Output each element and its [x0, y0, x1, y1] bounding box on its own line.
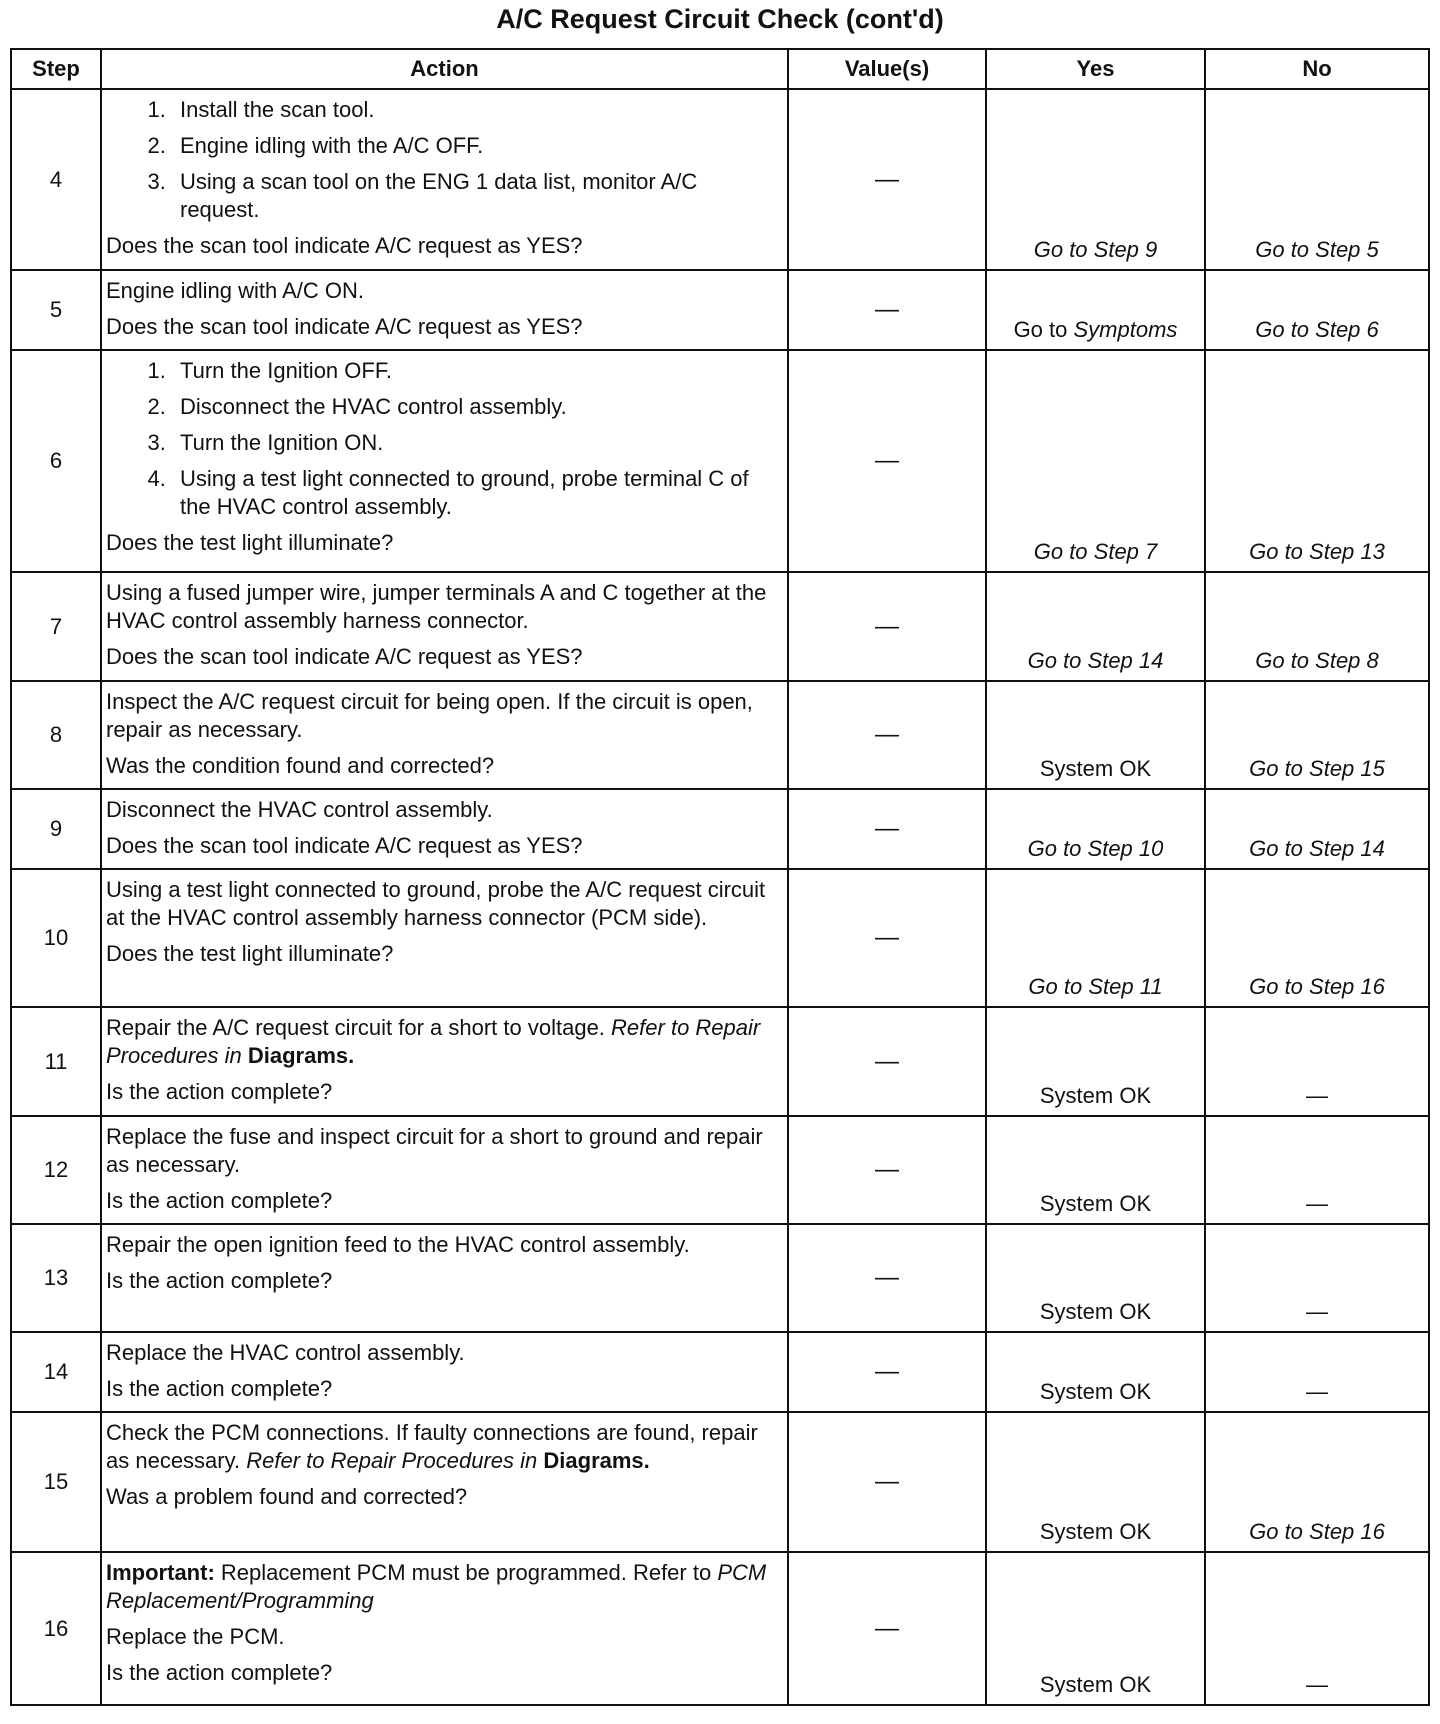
- action-question: Is the action complete?: [106, 1268, 333, 1293]
- yes-cell: [986, 350, 1205, 572]
- no-cell: [1205, 270, 1429, 350]
- no-link: Go to Step 8: [1255, 648, 1379, 673]
- action-text: Using a test light connected to ground, probe the A/C request circuit at the HVAC control assembly harness connector (PCM side).: [106, 877, 766, 930]
- action-text: Using a fused jumper wire, jumper terminals A and C together at the HVAC control assembly harness connector.: [106, 580, 767, 633]
- yes-text: System OK: [1039, 1191, 1152, 1216]
- action-cell: [101, 681, 788, 789]
- table-row: [11, 1007, 1429, 1116]
- yes-link: Go to Step 10: [1027, 836, 1164, 861]
- yes-cell: [986, 89, 1205, 270]
- yes-link: Go to Step 14: [1027, 648, 1164, 673]
- action-text: Replace the HVAC control assembly.: [106, 1340, 465, 1365]
- value-cell: —: [788, 89, 986, 270]
- list-item: 4. Using a test light connected to ground, probe terminal C of the HVAC control assembly.: [172, 465, 781, 521]
- list-item: 1. Turn the Ignition OFF.: [172, 357, 781, 385]
- value-cell: —: [788, 350, 986, 572]
- yes-cell: [986, 1412, 1205, 1552]
- yes-link: Symptoms: [1073, 317, 1178, 342]
- yes-text: System OK: [1039, 1379, 1152, 1404]
- list-item: 2. Disconnect the HVAC control assembly.: [172, 393, 781, 421]
- yes-cell: [986, 572, 1205, 681]
- step-number: 6: [11, 350, 101, 572]
- no-cell: [1205, 1007, 1429, 1116]
- value-cell: —: [788, 1332, 986, 1412]
- yes-prefix: Go to: [1013, 317, 1068, 342]
- step-number: 11: [11, 1007, 101, 1116]
- header-no: No: [1205, 49, 1429, 89]
- step-number: 10: [11, 869, 101, 1007]
- action-body: Repair the A/C request circuit for a short to voltage.: [106, 1015, 605, 1040]
- action-question: Does the test light illuminate?: [106, 530, 394, 555]
- value-cell: —: [788, 1412, 986, 1552]
- action-text: Replace the fuse and inspect circuit for a short to ground and repair as necessary.: [106, 1124, 763, 1177]
- action-text: Engine idling with A/C ON.: [106, 278, 365, 303]
- value-cell: —: [788, 869, 986, 1007]
- action-text: Replace the PCM.: [106, 1624, 285, 1649]
- action-cell: [101, 1332, 788, 1412]
- list-item: 2. Engine idling with the A/C OFF.: [172, 132, 781, 160]
- table-row: [11, 89, 1429, 270]
- list-item: 1. Install the scan tool.: [172, 96, 781, 124]
- no-link: Go to Step 16: [1249, 974, 1385, 999]
- important-note: [106, 1559, 781, 1615]
- step-number: 16: [11, 1552, 101, 1705]
- action-text: [106, 1014, 781, 1070]
- no-cell: [1205, 1332, 1429, 1412]
- yes-cell: [986, 1007, 1205, 1116]
- yes-link: Go to Step 11: [1028, 974, 1163, 999]
- no-link: Go to Step 6: [1255, 317, 1379, 342]
- yes-cell: [986, 270, 1205, 350]
- action-cell: [101, 1116, 788, 1224]
- repair-procedures-ref: Refer to Repair Procedures in: [106, 1015, 761, 1068]
- yes-cell: [986, 869, 1205, 1007]
- value-cell: —: [788, 1116, 986, 1224]
- header-values: Value(s): [788, 49, 986, 89]
- no-cell: [1205, 89, 1429, 270]
- no-text: —: [1306, 1083, 1328, 1108]
- action-question: Is the action complete?: [106, 1376, 333, 1401]
- table-row: [11, 869, 1429, 1007]
- table-row: [11, 350, 1429, 572]
- step-number: 4: [11, 89, 101, 270]
- action-question: Does the scan tool indicate A/C request as YES?: [106, 644, 583, 669]
- action-cell: [101, 789, 788, 869]
- action-question: Does the test light illuminate?: [106, 941, 394, 966]
- value-cell: —: [788, 1552, 986, 1705]
- action-text: [106, 1419, 781, 1475]
- diagrams-ref: Diagrams.: [247, 1043, 355, 1068]
- important-text: Replacement PCM must be programmed. Refer to: [220, 1560, 712, 1585]
- table-row: [11, 681, 1429, 789]
- no-cell: [1205, 572, 1429, 681]
- action-cell: [101, 1224, 788, 1332]
- table-row: [11, 1552, 1429, 1705]
- action-cell: [101, 1412, 788, 1552]
- no-cell: [1205, 1224, 1429, 1332]
- yes-cell: [986, 1116, 1205, 1224]
- value-cell: —: [788, 1007, 986, 1116]
- action-question: Is the action complete?: [106, 1079, 333, 1104]
- action-question: Was the condition found and corrected?: [106, 753, 495, 778]
- action-list: [106, 357, 781, 521]
- action-question: Is the action complete?: [106, 1660, 333, 1685]
- no-cell: [1205, 681, 1429, 789]
- diagrams-ref: Diagrams.: [543, 1448, 650, 1473]
- yes-text: System OK: [1039, 1519, 1152, 1544]
- action-cell: [101, 1552, 788, 1705]
- list-item: 3. Turn the Ignition ON.: [172, 429, 781, 457]
- list-item: 3. Using a scan tool on the ENG 1 data list, monitor A/C request.: [172, 168, 781, 224]
- yes-text: System OK: [1039, 1672, 1152, 1697]
- no-link: Go to Step 5: [1255, 237, 1379, 262]
- yes-text: System OK: [1039, 1299, 1152, 1324]
- step-number: 13: [11, 1224, 101, 1332]
- step-number: 15: [11, 1412, 101, 1552]
- no-text: —: [1306, 1299, 1328, 1324]
- yes-cell: [986, 681, 1205, 789]
- action-body: Check the PCM connections. If faulty connections are found, repair as necessary.: [106, 1420, 758, 1473]
- no-link: Go to Step 13: [1249, 539, 1385, 564]
- yes-cell: [986, 1332, 1205, 1412]
- no-cell: [1205, 1552, 1429, 1705]
- header-row: [11, 49, 1429, 89]
- no-link: Go to Step 14: [1249, 836, 1385, 861]
- step-number: 5: [11, 270, 101, 350]
- no-link: Go to Step 16: [1249, 1519, 1385, 1544]
- action-text: Disconnect the HVAC control assembly.: [106, 797, 493, 822]
- value-cell: —: [788, 681, 986, 789]
- no-text: —: [1306, 1379, 1328, 1404]
- no-cell: [1205, 1412, 1429, 1552]
- action-cell: [101, 869, 788, 1007]
- action-text: Inspect the A/C request circuit for being open. If the circuit is open, repair as necessary.: [106, 689, 753, 742]
- step-number: 12: [11, 1116, 101, 1224]
- yes-text: System OK: [1039, 756, 1152, 781]
- value-cell: —: [788, 1224, 986, 1332]
- diagnostic-table: [10, 48, 1430, 1706]
- header-action: Action: [101, 49, 788, 89]
- step-number: 9: [11, 789, 101, 869]
- no-cell: [1205, 350, 1429, 572]
- header-step: Step: [11, 49, 101, 89]
- action-text: Repair the open ignition feed to the HVAC control assembly.: [106, 1232, 690, 1257]
- table-row: [11, 1332, 1429, 1412]
- action-question: Is the action complete?: [106, 1188, 333, 1213]
- no-text: —: [1306, 1672, 1328, 1697]
- table-row: [11, 1224, 1429, 1332]
- no-cell: [1205, 869, 1429, 1007]
- action-question: Was a problem found and corrected?: [106, 1484, 468, 1509]
- value-cell: —: [788, 789, 986, 869]
- action-list: [106, 96, 781, 224]
- action-cell: [101, 350, 788, 572]
- step-number: 8: [11, 681, 101, 789]
- action-question: Does the scan tool indicate A/C request as YES?: [106, 233, 583, 258]
- important-label: Important:: [106, 1560, 215, 1585]
- table-row: [11, 789, 1429, 869]
- step-number: 7: [11, 572, 101, 681]
- action-cell: [101, 572, 788, 681]
- yes-cell: [986, 1552, 1205, 1705]
- table-row: [11, 270, 1429, 350]
- table-row: [11, 572, 1429, 681]
- table-row: [11, 1412, 1429, 1552]
- value-cell: —: [788, 572, 986, 681]
- yes-link: Go to Step 9: [1033, 237, 1158, 262]
- no-cell: [1205, 789, 1429, 869]
- action-cell: [101, 270, 788, 350]
- table-row: [11, 1116, 1429, 1224]
- no-text: —: [1306, 1191, 1328, 1216]
- step-number: 14: [11, 1332, 101, 1412]
- yes-cell: [986, 1224, 1205, 1332]
- page-title: A/C Request Circuit Check (cont'd): [496, 4, 944, 34]
- value-cell: —: [788, 270, 986, 350]
- header-yes: Yes: [986, 49, 1205, 89]
- yes-cell: [986, 789, 1205, 869]
- action-cell: [101, 89, 788, 270]
- action-cell: [101, 1007, 788, 1116]
- action-question: Does the scan tool indicate A/C request as YES?: [106, 833, 583, 858]
- yes-text: System OK: [1039, 1083, 1152, 1108]
- no-link: Go to Step 15: [1249, 756, 1385, 781]
- repair-procedures-ref: Refer to Repair Procedures in: [246, 1448, 538, 1473]
- action-question: Does the scan tool indicate A/C request as YES?: [106, 314, 583, 339]
- no-cell: [1205, 1116, 1429, 1224]
- yes-link: Go to Step 7: [1033, 539, 1158, 564]
- pcm-programming-ref: PCM Replacement/Programming: [106, 1560, 767, 1613]
